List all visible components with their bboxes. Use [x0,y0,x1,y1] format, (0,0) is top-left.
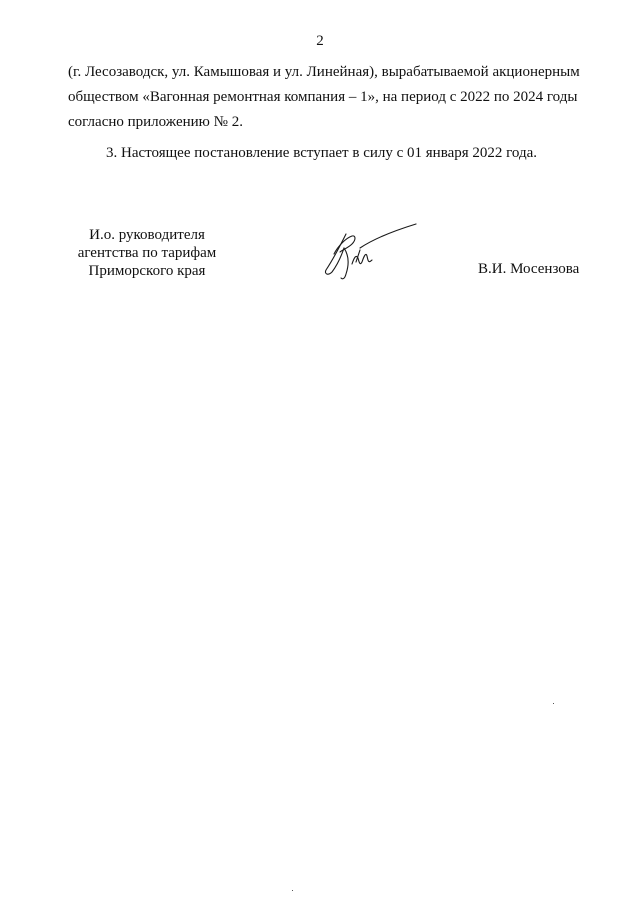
paragraph-tariff-period [68,60,580,135]
signatory-title-line: И.о. руководителя [89,227,205,243]
signatory-title-line: агентства по тарифам [77,245,217,261]
signatory-name: В.И. Мосензова [478,261,580,277]
paragraph-effective-date: 3. Настоящее постановление вступает в силу с 01 января 2022 года. [106,145,538,161]
page-number: 2 [316,33,324,49]
text-line: обществом «Вагонная ремонтная компания – 1», на период с 2022 по 2024 годы [68,89,578,105]
text-line: согласно приложению № 2. [68,114,243,130]
signatory-title-line: Приморского края [88,263,206,279]
signatory-title [66,226,228,280]
scan-speck [292,890,293,891]
text-line: (г. Лесозаводск, ул. Камышовая и ул. Линейная), вырабатываемой акционерным [68,64,580,80]
handwritten-signature [316,218,426,284]
scan-speck [553,703,554,704]
